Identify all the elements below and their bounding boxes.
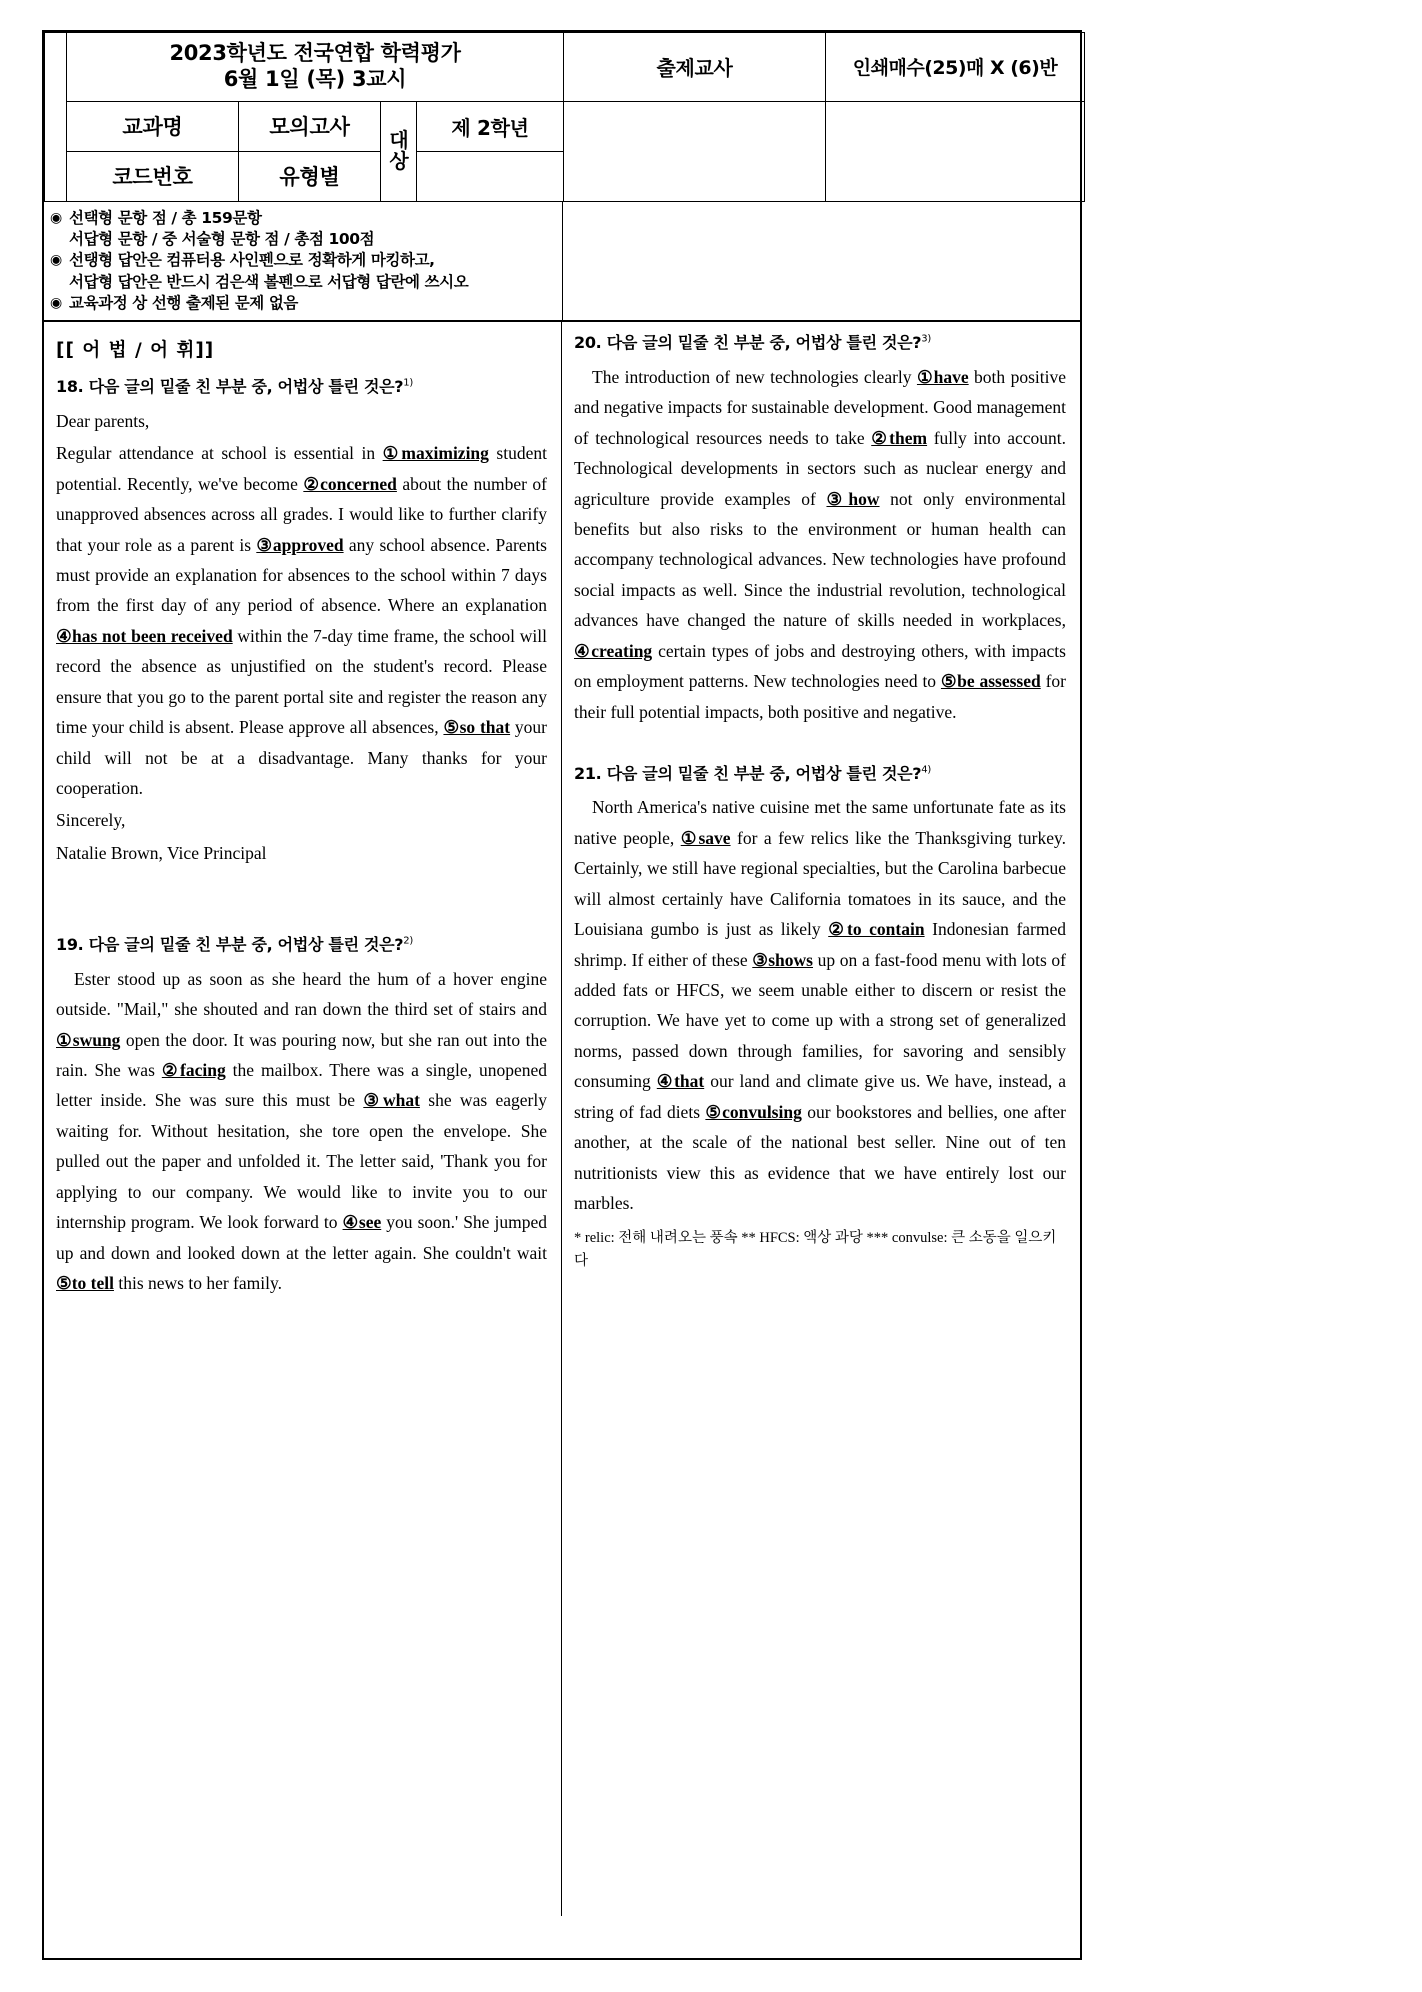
note-item-1 — [50, 208, 562, 229]
exam-header-table — [44, 32, 1085, 202]
teacher-value-cell[interactable] — [564, 101, 826, 201]
question-21-footnote-mark: 4) — [921, 764, 931, 776]
question-18-closing-2: Natalie Brown, Vice Principal — [56, 842, 267, 863]
q20-choice-5: ⑤be assessed — [940, 671, 1041, 692]
question-20-heading — [574, 332, 1066, 354]
q18-choice-1: ①maximizing — [382, 443, 489, 464]
exam-notes — [44, 202, 563, 321]
target-label-char1: 대 — [389, 128, 408, 152]
q21-choice-5: ⑤convulsing — [705, 1101, 802, 1122]
bullet-icon: ◉ — [50, 295, 62, 311]
teacher-label: 출제교사 — [564, 33, 826, 102]
print-value-cell[interactable] — [826, 101, 1085, 201]
grade-value: 제 2학년 — [417, 101, 564, 151]
q18-choice-3: ③approved — [256, 534, 344, 555]
q21-text-5: our land and climate give us. We have, instead, a string of fad diets — [574, 1071, 1066, 1122]
q21-choice-4: ④that — [656, 1071, 705, 1092]
exam-title-line1: 2023학년도 전국연합 학력평가 — [169, 41, 461, 65]
q20-text-5: certain types of jobs and destroying others, with impacts on employment patterns. New technologies need to — [574, 640, 1066, 692]
question-19-heading — [56, 934, 547, 956]
question-18-closing-1: Sincerely, — [56, 810, 126, 831]
q19-choice-5: ⑤to tell — [56, 1273, 114, 1294]
q18-choice-4: ④has not been received — [56, 625, 233, 646]
q20-text-6: for their full potential impacts, both positive and negative. — [574, 671, 1066, 722]
question-21-heading-text: 21. 다음 글의 밑줄 친 부분 중, 어법상 틀린 것은? — [574, 764, 922, 784]
q18-text-5: within the 7-day time frame, the school will record the absence as unjustified on the student's record. Please ensure that you go to the parent portal site and register the reason any time your child is absent. Please approve all absences, — [56, 625, 547, 738]
note-item-2-main: 선탱형 답안은 컴퓨터용 사인펜으로 정확하게 마킹하고, — [69, 251, 435, 270]
question-19-body — [56, 964, 547, 1299]
q21-text-6: our bookstores and bellies, one after another, at the scale of the national best seller. Nine out of ten nutritionists view this as evidence that we have entirely lost our marbles. — [574, 1101, 1066, 1214]
question-18-salutation: Dear parents, — [56, 410, 150, 431]
q19-text-4: she was eagerly waiting for. Without hesitation, she tore open the envelope. She pulled out the paper and unfolded it. The letter said, 'Thank you for applying to our company. We would like to invite you to our internship program. We look forward to — [56, 1090, 547, 1233]
notes-row — [44, 202, 1080, 323]
q19-choice-2: ②facing — [161, 1060, 226, 1081]
q20-text-1: The introduction of new technologies clearly — [592, 366, 917, 387]
question-18-heading-text: 18. 다음 글의 밑줄 친 부분 중, 어법상 틀린 것은? — [56, 377, 404, 397]
note-item-3-main: 교육과정 상 선행 출제된 문제 없음 — [69, 294, 299, 312]
q18-text-3: about the number of unapproved absences across all grades. I would like to further clarify that your role as a parent is — [56, 473, 547, 555]
grade-blank-cell[interactable] — [417, 151, 564, 201]
question-18-footnote-mark: 1) — [403, 378, 413, 390]
q18-text-1: Regular attendance at school is essential in — [56, 443, 383, 464]
q19-choice-1: ①swung — [56, 1029, 121, 1050]
bullet-icon: ◉ — [50, 252, 62, 269]
exam-page — [42, 30, 1082, 1960]
q18-text-2: student potential. Recently, we've become — [56, 443, 547, 494]
q20-text-4: not only environmental benefits but also risks to the environment or human health can accompany technological advances. New technologies have profound social impacts as well. Since the industrial revolution, technological advances have changed the nature of skills needed in workplaces, — [574, 488, 1067, 631]
subject-label: 교과명 — [67, 101, 239, 151]
note-item-1-sub: 서답형 문항 / 중 서술형 문항 점 / 총점 100점 — [69, 229, 375, 248]
header-left-spacer — [45, 33, 67, 202]
bullet-icon: ◉ — [50, 209, 62, 226]
subject-value: 모의고사 — [239, 101, 381, 151]
q21-choice-1: ①save — [680, 827, 731, 848]
exam-title-line2: 6월 1일 (목) 3교시 — [223, 67, 407, 92]
q19-choice-3: ③what — [363, 1090, 420, 1111]
question-18-heading — [56, 376, 547, 398]
question-21-footnote: * relic: 전해 내려오는 풍속 ** HFCS: 액상 과당 *** convulse: 큰 소동을 일으키다 — [574, 1229, 1057, 1270]
q20-choice-2: ②them — [871, 427, 928, 448]
q19-text-5: you soon.' She jumped up and down and looked down at the letter again. She couldn't wait — [56, 1212, 547, 1263]
q18-text-6: your child will not be at a disadvantage. Many thanks for your cooperation. — [56, 717, 547, 799]
type-value: 유형별 — [239, 151, 381, 201]
q21-choice-2: ②to contain — [828, 919, 925, 940]
note-item-3 — [50, 293, 562, 314]
exam-title — [67, 33, 564, 102]
q21-text-2: for a few relics like the Thanksgiving turkey. Certainly, we still have regional specialties, but the Carolina barbecue will almost certainly have California tomatoes in its sauce, and the Louisiana gumbo is just as likely — [574, 827, 1067, 940]
q21-text-1: North America's native cuisine met the same unfortunate fate as its native people, — [574, 797, 1066, 848]
question-18-body — [56, 438, 547, 803]
q21-choice-3: ③shows — [752, 949, 813, 970]
q19-text-2: open the door. It was pouring now, but she ran out into the rain. She was — [56, 1029, 547, 1081]
question-20-heading-text: 20. 다음 글의 밑줄 친 부분 중, 어법상 틀린 것은? — [574, 333, 922, 353]
q18-choice-2: ②concerned — [303, 473, 397, 494]
q20-choice-3: ③how — [826, 488, 880, 509]
question-20-footnote-mark: 3) — [921, 334, 931, 346]
q20-choice-1: ①have — [916, 366, 969, 387]
q18-text-4: any school absence. Parents must provide an explanation for absences to the school within 7 days from the first day of any period of absence. Where an explanation — [56, 534, 547, 616]
q21-text-4: up on a fast-food menu with lots of added fats or HFCS, we seem unable either to discern or resist the corruption. We have yet to come up with a strong set of generalized norms, passed down through families, for savoring and sensibly consuming — [574, 949, 1067, 1092]
q21-text-3: Indonesian farmed shrimp. If either of these — [574, 919, 1066, 970]
note-item-2 — [50, 250, 562, 271]
print-count-label: 인쇄매수(25)매 X (6)반 — [826, 33, 1085, 102]
q18-choice-5: ⑤so that — [443, 717, 511, 738]
section-heading: [[ 어 법 / 어 휘]] — [56, 340, 215, 362]
question-19-heading-text: 19. 다음 글의 밑줄 친 부분 중, 어법상 틀린 것은? — [56, 935, 404, 955]
q19-text-1: Ester stood up as soon as she heard the hum of a hover engine outside. "Mail," she shouted and ran down the third set of stairs and — [56, 968, 547, 1020]
code-label: 코드번호 — [67, 151, 239, 201]
right-column — [562, 322, 1080, 1916]
note-item-1-main: 선택형 문항 점 / 총 159문항 — [69, 208, 262, 227]
q19-text-6: this news to her family. — [113, 1273, 282, 1294]
notes-right-blank — [563, 202, 1080, 321]
question-19-footnote-mark: 2) — [403, 936, 413, 947]
q20-text-3: fully into account. Technological developments in sectors such as nuclear energy and agriculture provide examples of — [574, 427, 1066, 509]
question-20-body — [574, 362, 1066, 727]
q19-text-3: the mailbox. There was a single, unopened letter inside. She was sure this must be — [56, 1060, 547, 1111]
question-21-heading — [574, 763, 1066, 785]
q20-text-2: both positive and negative impacts for sustainable development. Good management of technological resources needs to take — [574, 366, 1066, 448]
target-label — [381, 101, 417, 201]
left-column — [44, 322, 562, 1916]
note-item-2-sub: 서답형 답안은 반드시 검은색 볼펜으로 서답형 답란에 쓰시오 — [69, 272, 469, 291]
target-label-char2: 상 — [389, 149, 408, 173]
question-21-body — [574, 792, 1066, 1218]
q20-choice-4: ④creating — [574, 640, 653, 661]
question-columns — [44, 322, 1080, 1916]
q19-choice-4: ④see — [342, 1212, 382, 1233]
